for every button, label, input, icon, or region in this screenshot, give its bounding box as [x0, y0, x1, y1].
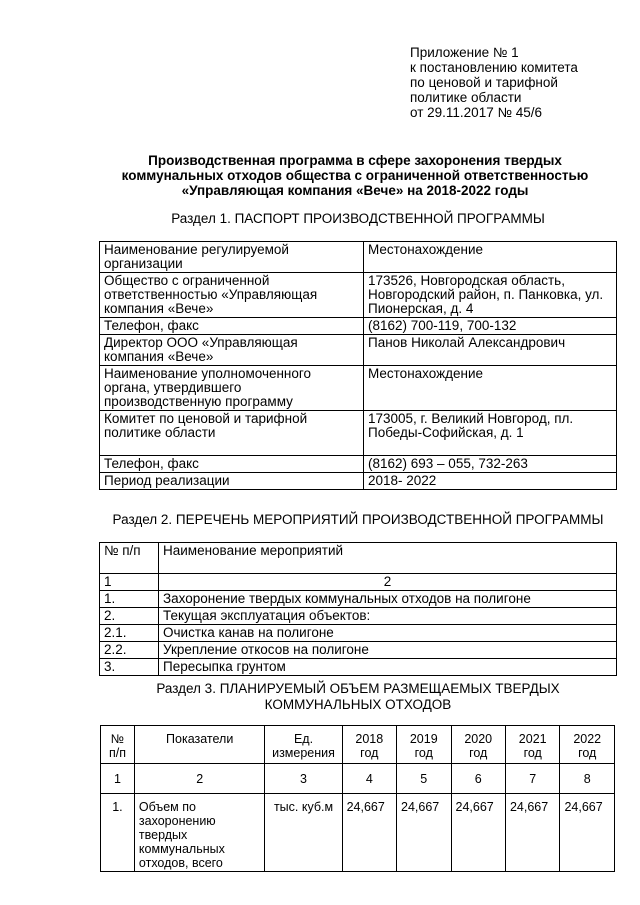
table-row: [100, 366, 617, 411]
table-row: [100, 642, 617, 659]
table-cell: 1.: [100, 591, 159, 608]
table-cell: Пересыпка грунтом: [159, 659, 617, 676]
table-cell: Наименование регулируемой организации: [100, 242, 364, 273]
table-cell: Наименование уполномоченного органа, утвердившего производственную программу: [100, 366, 364, 411]
table-row: [100, 625, 617, 642]
section3-heading: [99, 681, 617, 713]
table-row: [100, 318, 617, 335]
table-cell: 1.: [101, 794, 135, 872]
table-cell: Комитет по ценовой и тарифной политике области: [100, 411, 364, 456]
column-number-row: [101, 764, 615, 794]
table-cell: Телефон, факс: [100, 318, 364, 335]
table-row: [100, 335, 617, 366]
appendix-note: [410, 45, 620, 120]
table-row: [100, 273, 617, 318]
table-row: [101, 794, 615, 872]
measures-table: [99, 542, 617, 676]
table-cell: 173526, Новгородская область, Новгородский район, п. Панковка, ул. Пионерская, д. 4: [364, 273, 617, 318]
appendix-line: Приложение № 1: [410, 45, 519, 60]
table-cell: 3: [265, 764, 342, 794]
section2-heading: Раздел 2. ПЕРЕЧЕНЬ МЕРОПРИЯТИЙ ПРОИЗВОДСТВЕННОЙ ПРОГРАММЫ: [112, 512, 604, 527]
table-cell: (8162) 693 – 055, 732-263: [364, 456, 617, 473]
appendix-line: к постановлению комитета: [410, 60, 578, 75]
header-cell: 2022 год: [560, 726, 615, 764]
table-cell: 24,667: [451, 794, 505, 872]
section1-heading: Раздел 1. ПАСПОРТ ПРОИЗВОДСТВЕННОЙ ПРОГРАММЫ: [171, 211, 545, 226]
header-cell: Показатели: [134, 726, 265, 764]
passport-table: [99, 241, 617, 490]
table-cell: 5: [397, 764, 451, 794]
table-cell: 173005, г. Великий Новгород, пл. Победы-Софийская, д. 1: [364, 411, 617, 456]
table-row: [100, 473, 617, 490]
volume-table: [100, 725, 615, 872]
table-cell: Очистка канав на полигоне: [159, 625, 617, 642]
table-cell: 2.1.: [100, 625, 159, 642]
table-cell: тыс. куб.м: [265, 794, 342, 872]
table-cell: Общество с ограниченной ответственностью «Управляющая компания «Вече»: [100, 273, 364, 318]
header-cell: Ед. измерения: [265, 726, 342, 764]
header-cell: 2021 год: [505, 726, 559, 764]
appendix-line: политике области: [410, 90, 522, 105]
title-line: коммунальных отходов общества с ограниченной ответственностью: [121, 168, 589, 183]
appendix-line: от 29.11.2017 № 45/6: [410, 105, 542, 120]
table-row: [100, 608, 617, 625]
table-cell: Укрепление откосов на полигоне: [159, 642, 617, 659]
header-cell: 2018 год: [342, 726, 396, 764]
table-cell: Панов Николай Александрович: [364, 335, 617, 366]
table-cell: (8162) 700-119, 700-132: [364, 318, 617, 335]
table-cell: 6: [451, 764, 505, 794]
header-cell: 2019 год: [397, 726, 451, 764]
table-row: [100, 456, 617, 473]
table-header-row: [100, 543, 617, 574]
table-row: [100, 591, 617, 608]
section3-heading-line: Раздел 3. ПЛАНИРУЕМЫЙ ОБЪЕМ РАЗМЕЩАЕМЫХ ТВЕРДЫХ: [156, 681, 560, 696]
table-cell: 2: [159, 574, 617, 591]
table-cell: Объем по захоронению твердых коммунальных отходов, всего: [134, 794, 265, 872]
title-line: Производственная программа в сфере захоронения твердых: [148, 153, 562, 168]
table-cell: 2: [134, 764, 265, 794]
table-cell: Директор ООО «Управляющая компания «Вече»: [100, 335, 364, 366]
table-cell: 4: [342, 764, 396, 794]
table-cell: 24,667: [397, 794, 451, 872]
table-cell: Местонахождение: [364, 366, 617, 411]
table-cell: 2.: [100, 608, 159, 625]
table-cell: Период реализации: [100, 473, 364, 490]
table-row: [100, 411, 617, 456]
table-cell: 3.: [100, 659, 159, 676]
table-cell: 1: [100, 574, 159, 591]
appendix-line: по ценовой и тарифной: [410, 75, 558, 90]
table-cell: 2.2.: [100, 642, 159, 659]
table-row: [100, 242, 617, 273]
table-header-row: [101, 726, 615, 764]
table-cell: 7: [505, 764, 559, 794]
table-cell: 24,667: [505, 794, 559, 872]
header-cell: № п/п: [101, 726, 135, 764]
table-cell: Захоронение твердых коммунальных отходов на полигоне: [159, 591, 617, 608]
table-cell: 24,667: [342, 794, 396, 872]
table-cell: 2018- 2022: [364, 473, 617, 490]
title-line: «Управляющая компания «Вече» на 2018-2022 годы: [181, 183, 529, 198]
document-title: [95, 153, 615, 198]
table-cell: Телефон, факс: [100, 456, 364, 473]
table-cell: Текущая эксплуатация объектов:: [159, 608, 617, 625]
section3-heading-line: КОММУНАЛЬНЫХ ОТХОДОВ: [264, 697, 452, 712]
header-cell: № п/п: [100, 543, 159, 574]
table-cell: 1: [101, 764, 135, 794]
header-cell: 2020 год: [451, 726, 505, 764]
table-cell: 24,667: [560, 794, 615, 872]
table-cell: 8: [560, 764, 615, 794]
table-cell: Местонахождение: [364, 242, 617, 273]
table-row: [100, 574, 617, 591]
header-cell: Наименование мероприятий: [159, 543, 617, 574]
table-row: [100, 659, 617, 676]
